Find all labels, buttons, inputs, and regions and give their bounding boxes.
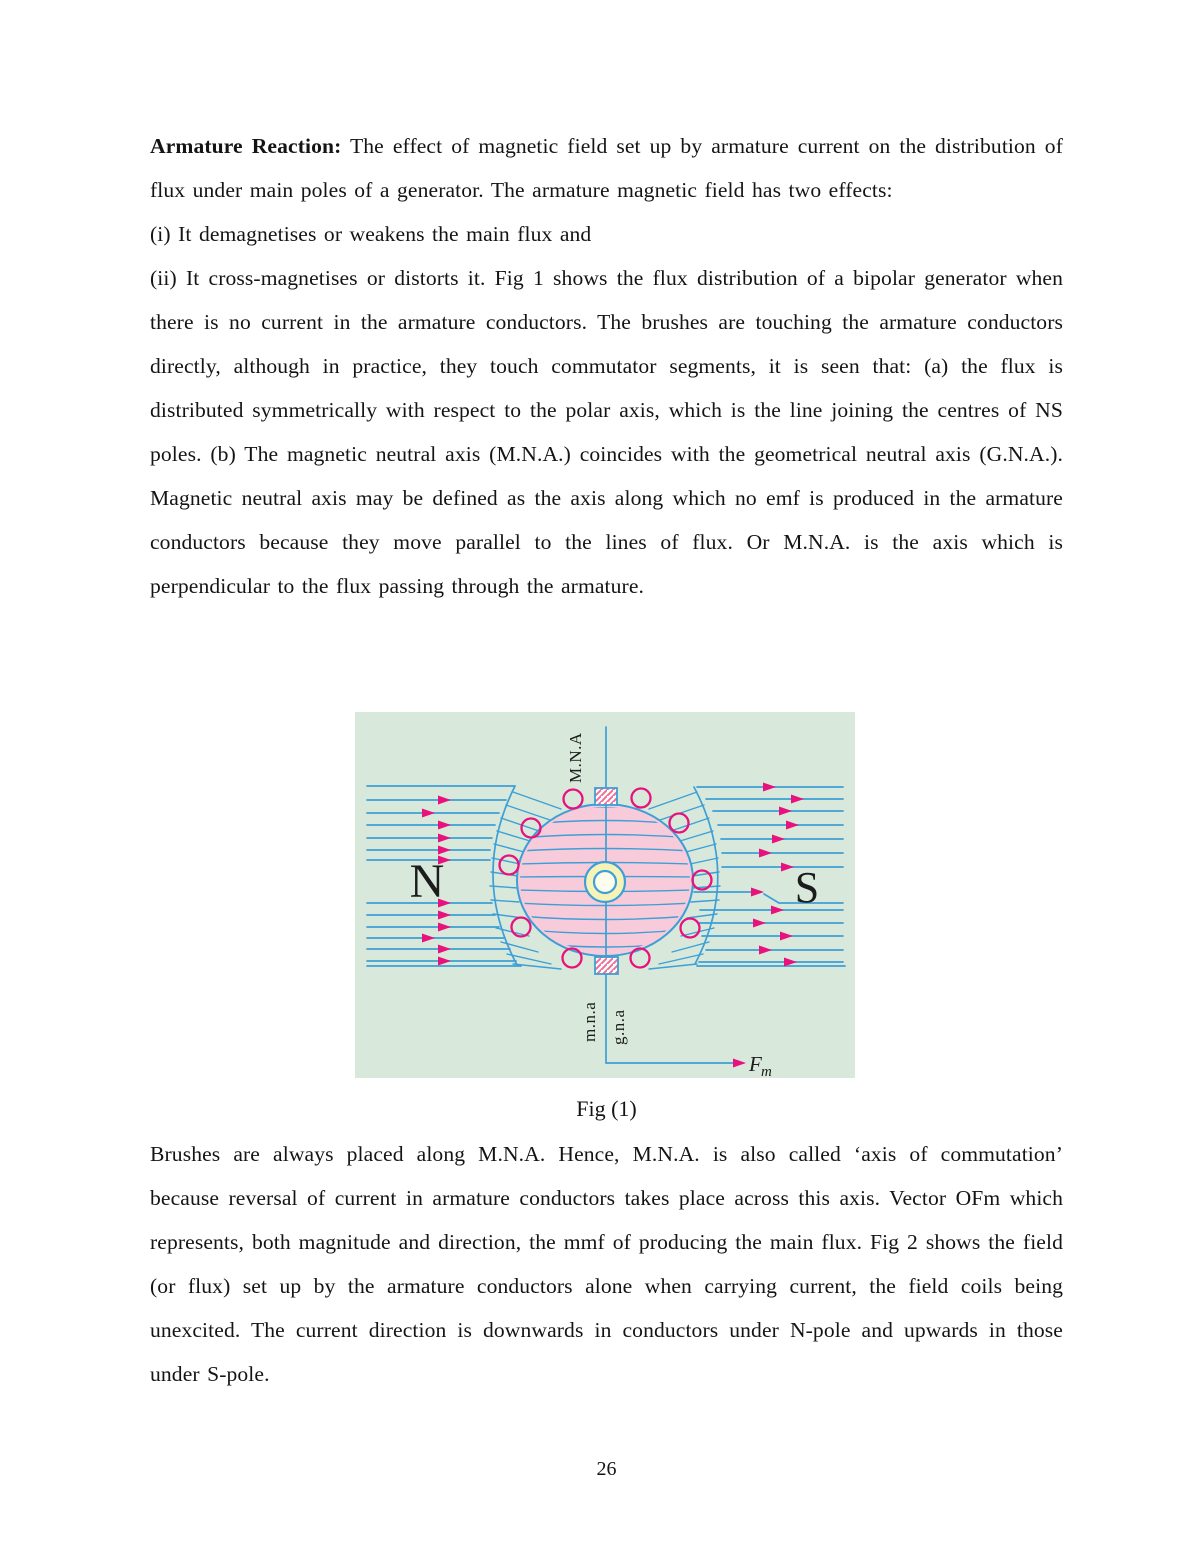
flux-diagram-svg	[355, 712, 855, 1078]
paragraph-brushes	[150, 1132, 1063, 1396]
mna-top-label: M.N.A	[566, 732, 585, 783]
s-pole-label: S	[794, 863, 820, 912]
mna-bottom-label: m.n.a	[580, 1001, 599, 1042]
gna-bottom-label: g.n.a	[609, 1009, 628, 1045]
bottom-brush	[595, 957, 618, 974]
fm-vector-label-subscript: m	[761, 1064, 772, 1078]
shaft-inner-ring	[594, 871, 616, 893]
fm-vector-label: F	[749, 1052, 762, 1076]
para2-text: Brushes are always placed along M.N.A. Hence, M.N.A. is also called ‘axis of commutation’ because reversal of current in armature conductors takes place across this axis. Vector OFm which represents, both magnitude and direction, the mmf of producing the main flux. Fig 2 shows the field (or flux) set up by the armature conductors alone when carrying current, the field coils being unexcited. The current direction is downwards in conductors under N-pole and upwards in those under S-pole.	[150, 1142, 1063, 1386]
n-pole-label: N	[409, 855, 445, 908]
list-item-ii: (ii) It cross-magnetises or distorts it. Fig 1 shows the flux distribution of a bipolar generator when there is no current in the armature conductors. The brushes are touching the armature conductors directly, although in practice, they touch commutator segments, it is seen that: (a) the flux is distributed symmetrically with respect to the polar axis, which is the line joining the centres of NS poles. (b) The magnetic neutral axis (M.N.A.) coincides with the geometrical neutral axis (G.N.A.). Magnetic neutral axis may be defined as the axis along which no emf is produced in the armature conductors because they move parallel to the lines of flux. Or M.N.A. is the axis which is perpendicular to the flux passing through the armature.	[150, 266, 1063, 598]
figure-caption: Fig (1)	[576, 1096, 637, 1121]
figure-1-flux-distribution	[355, 712, 855, 1078]
para1-lead-bold: Armature Reaction:	[150, 134, 342, 158]
page-number: 26	[596, 1458, 617, 1480]
list-item-i: (i) It demagnetises or weakens the main flux and	[150, 222, 592, 246]
para1-body-text: The effect of magnetic field set up by armature current on the distribution of flux under main poles of a generator. The armature magnetic field has two effects:	[150, 134, 1063, 202]
paragraph-armature-reaction	[150, 124, 1063, 608]
para1	[150, 124, 1063, 212]
top-brush	[595, 788, 617, 805]
